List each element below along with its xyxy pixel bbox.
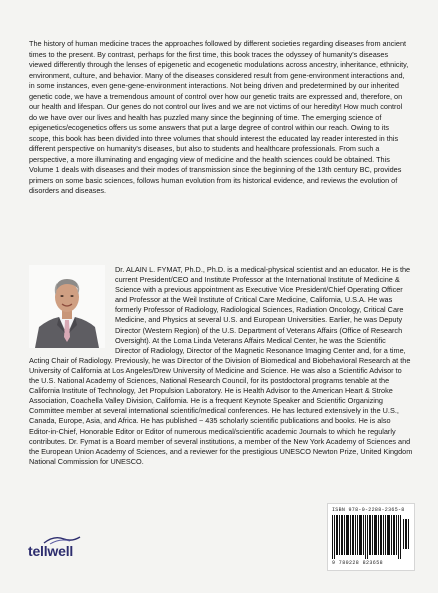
barcode-bars [332,515,410,559]
author-bio-section [29,265,413,467]
author-portrait-image [29,265,105,348]
isbn-number: ISBN 978-0-2288-2365-8 [332,507,405,513]
author-photo [29,265,105,348]
publisher-name: tellwell [28,543,74,559]
isbn-barcode [327,503,415,571]
publisher-logo [28,535,98,565]
author-biography: Dr. ALAIN L. FYMAT, Ph.D., Ph.D. is a medical-physical scientist and an educator. He is the current President/CEO and Institute Professor at the International Institute of Medicine & Science with a previous appointment as Executive Vice President/Chief Operating Officer and Professor at the Weil Institute of Critical Care Medicine, California, U.S.A. He was formerly Professor of Radiology, Radiological Sciences, Radiation Oncology, Critical Care Medicine, and Physics at several U.S. and European Universities. Earlier, he was Deputy Director (Western Region) of the U.S. Department of Veterans Affairs (Office of Research Oversight). At the Loma Linda Veterans Affairs Medical Center, he was the Scientific Director of Radiology, Director of the Magnetic Resonance Imaging Center and, for a time, Acting Chair of Radiology. Previously, he was Director of the Division of Biomedical and Biobehavioral Research at the University of California at Los Angeles/Drew University of Medicine and Science. He was also a Scientific Advisor to the U.S. National Academy of Sciences, National Research Council, for its postdoctoral programs tenable at the California Institute of Technology, Jet Propulsion Laboratory. He is Health Advisor to the American Heart & Stroke Association, Coachella Valley Division, California. He is a frequent Keynote Speaker and Scientific Organizing Committee member at several international scientific/medical conferences. He has lectured extensively in the U.S., Canada, Europe, Asia, and Africa. He has published ~ 435 scholarly scientific publications and books. He is also Editor-in-Chief, Honorable Editor or Editor of numerous medical/scientific academic Journals to which he regularly contributes. Dr. Fymat is a Board member of several institutions, a member of the New York Academy of Sciences and the European Union Academy of Sciences, and a reviewer for the prestigious UNESCO Newton Prize, United Kingdom National Commission for UNESCO. [29,265,413,466]
book-description: The history of human medicine traces the approaches followed by different societies regarding diseases from ancient times to the present. By contrast, perhaps for the first time, this book traces the odyssey of humanity's diseases viewed differently through the lenses of epigenetic and ecogenetic modulations across ancestry, inheritance, ethnicity, environment, culture, and behavior. Many of the diseases considered result from gene-environment interactions and, in some instances, even gene-gene-environment interactions. Not being driven and predetermined by our inherited genetic code, we have a tremendous amount of control over how our genetic traits are expressed and, therefore, on our health and lifespan. Our genes do not control our lives and we are not victims of our heredity! How much control do we have over our lives and health has puzzled many since the beginning of time. The emerging science of epigenetics/ecogenetics offers us some answers that put a large degree of control within our reach. Owing to its scope, this book has been divided into three volumes that should interest the educated lay reader interested in this different perspective on humanity's diseases, but also to students and healthcare professionals. From such a perspective, a more illuminating and engaging view of medicine and the health sciences could be obtained. This Volume 1 deals with diseases and their modes of transmission since the beginning of the 13th century BC, provides primers on some basic sciences, follows human evolution from its historical evidence, and reviews the evolution of disorders and diseases. [29,39,409,196]
isbn-digits: 9 780228 823658 [332,560,384,566]
